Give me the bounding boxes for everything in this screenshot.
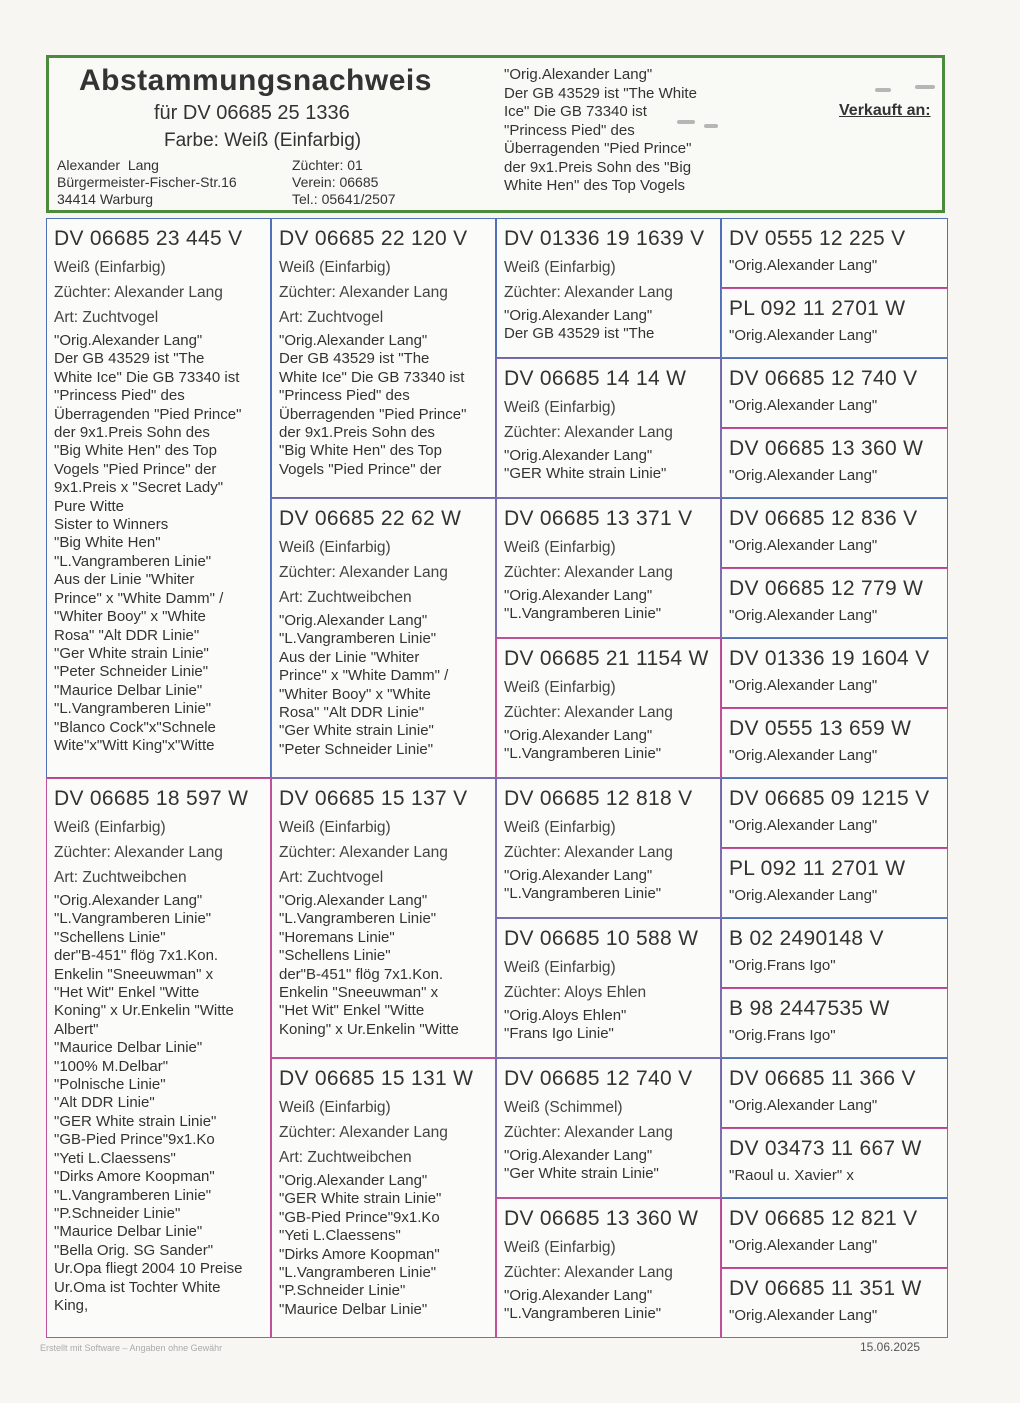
color-label: Weiß (Einfarbig)	[504, 1239, 616, 1256]
ring-number: B 02 2490148 V	[729, 927, 884, 950]
lineage-text: "Orig.Alexander Lang" "L.Vangramberen Linie" Aus der Linie "Whiter Prince" x "White Damm" / "Whiter Booy" x "White Rosa" "Alt DDR Linie" "Ger White strain Linie" "Peter Schneider Linie"	[279, 612, 449, 758]
origin-label: "Orig.Alexander Lang"	[729, 467, 878, 484]
color-label: Weiß (Einfarbig)	[504, 259, 616, 276]
ink-smudge	[704, 124, 718, 128]
footer-date: 15.06.2025	[860, 1340, 921, 1354]
origin-label: "Raoul u. Xavier" x	[729, 1167, 854, 1184]
breeder-label: Züchter: Aloys Ehlen	[504, 984, 647, 1001]
type-label: Art: Zuchtweibchen	[54, 869, 187, 886]
breeder-label: Züchter: Alexander Lang	[504, 1124, 673, 1141]
ring-number: DV 06685 12 818 V	[504, 787, 693, 810]
ring-number: DV 06685 12 836 V	[729, 507, 918, 530]
ring-number: DV 06685 22 62 W	[279, 507, 462, 530]
ggg-parent-4	[721, 428, 948, 498]
ring-number: DV 06685 09 1215 V	[729, 787, 930, 810]
type-label: Art: Zuchtweibchen	[279, 1149, 412, 1166]
type-label: Art: Zuchtvogel	[279, 309, 384, 326]
parent-father	[46, 218, 271, 778]
owner-street: Bürgermeister-Fischer-Str.16	[57, 174, 237, 190]
breeder-label: Züchter: Alexander Lang	[504, 1264, 673, 1281]
grandparent-mf	[271, 778, 496, 1058]
origin-label: "Orig.Alexander Lang"	[729, 327, 878, 344]
ggg-parent-3	[721, 358, 948, 428]
ring-number: DV 06685 11 366 V	[729, 1067, 916, 1090]
origin-label: "Orig.Alexander Lang"	[729, 1237, 878, 1254]
ring-number: DV 0555 13 659 W	[729, 717, 912, 740]
color-label: Weiß (Einfarbig)	[54, 259, 166, 276]
owner-name: Alexander Lang	[57, 157, 159, 173]
type-label: Art: Zuchtvogel	[54, 309, 159, 326]
ring-number: DV 01336 19 1604 V	[729, 647, 930, 670]
lineage-text: "Orig.Alexander Lang" "L.Vangramberen Linie" "Schellens Linie" der"B-451" flög 7x1.Kon. Enkelin "Sneeuwman" x "Het Wit" Enkel "Witte Koning" x Ur.Enkelin "Witte Albert" "Maurice Delbar Linie" "100% M.Delbar" "Polnische Linie" "Alt DDR Linie" "GER White strain Linie" "GB-Pied Prince"9x1.Ko "Yeti L.Claessens" "Dirks Amore Koopman" "L.Vangramberen Linie" "P.Schneider Linie" "Maurice Delbar Linie" "Bella Orig. SG Sander" Ur.Opa fliegt 2004 10 Preise Ur.Oma ist Tochter White King,	[54, 892, 243, 1314]
lineage-text: "Orig.Alexander Lang" "GER White strain Linie" "GB-Pied Prince"9x1.Ko "Yeti L.Claessens" "Dirks Amore Koopman" "L.Vangramberen Linie" "P.Schneider Linie" "Maurice Delbar Linie"	[279, 1172, 442, 1318]
ring-number: DV 06685 22 120 V	[279, 227, 468, 250]
color-label: Weiß (Einfarbig)	[504, 819, 616, 836]
ring-number: DV 06685 18 597 W	[54, 787, 249, 810]
breeder-label: Züchter: Alexander Lang	[504, 424, 673, 441]
club-number: Verein: 06685	[292, 174, 379, 190]
breeder-label: Züchter: Alexander Lang	[504, 284, 673, 301]
ring-number: DV 06685 15 131 W	[279, 1067, 474, 1090]
ring-number: DV 06685 12 821 V	[729, 1207, 918, 1230]
breeder-label: Züchter: Alexander Lang	[279, 284, 448, 301]
breeder-label: Züchter: Alexander Lang	[504, 704, 673, 721]
ggg-parent-13	[721, 1058, 948, 1128]
lineage-text: "Orig.Alexander Lang" "L.Vangramberen Linie"	[504, 727, 662, 763]
ring-number: DV 06685 12 779 W	[729, 577, 924, 600]
ink-smudge	[875, 88, 891, 92]
ggg-parent-10	[721, 848, 948, 918]
origin-label: "Orig.Frans Igo"	[729, 957, 836, 974]
ggg-parent-6	[721, 568, 948, 638]
breeder-label: Züchter: Alexander Lang	[279, 844, 448, 861]
ggg-parent-11	[721, 918, 948, 988]
breeder-label: Züchter: Alexander Lang	[54, 284, 223, 301]
lineage-text: "Orig.Alexander Lang" Der GB 43529 ist "The	[504, 307, 655, 343]
ggg-parent-2	[721, 288, 948, 358]
color-label: Weiß (Einfarbig)	[504, 539, 616, 556]
ggg-parent-14	[721, 1128, 948, 1198]
lineage-text: "Orig.Alexander Lang" "GER White strain Linie"	[504, 447, 667, 483]
ggg-parent-5	[721, 498, 948, 568]
color-label: Weiß (Schimmel)	[504, 1099, 623, 1116]
great-grandparent-8	[496, 1198, 721, 1338]
ring-number: DV 06685 21 1154 W	[504, 647, 709, 670]
great-grandparent-6	[496, 918, 721, 1058]
breeder-label: Züchter: Alexander Lang	[504, 844, 673, 861]
document-title: Abstammungsnachweis	[79, 64, 432, 97]
origin-label: "Orig.Alexander Lang"	[729, 397, 878, 414]
footer-fine-print: Erstellt mit Software – Angaben ohne Gewähr	[40, 1343, 223, 1353]
breeder-label: Züchter: Alexander Lang	[279, 564, 448, 581]
color-label: Weiß (Einfarbig)	[279, 539, 391, 556]
ring-number: DV 06685 14 14 W	[504, 367, 687, 390]
phone-number: Tel.: 05641/2507	[292, 191, 396, 207]
lineage-text: "Orig.Aloys Ehlen" "Frans Igo Linie"	[504, 1007, 627, 1043]
color-label: Weiß (Einfarbig)	[504, 399, 616, 416]
great-grandparent-2	[496, 358, 721, 498]
color-label: Weiß (Einfarbig)	[54, 819, 166, 836]
bird-description: "Orig.Alexander Lang" Der GB 43529 ist "The White Ice" Die GB 73340 ist "Princess Pied" des Überragenden "Pied Prince" der 9x1.Preis Sohn des "Big White Hen" des Top Vogels	[504, 66, 697, 194]
color-label: Weiß (Einfarbig)	[279, 1099, 391, 1116]
ring-number: DV 06685 23 445 V	[54, 227, 243, 250]
ggg-parent-9	[721, 778, 948, 848]
ggg-parent-7	[721, 638, 948, 708]
ggg-parent-12	[721, 988, 948, 1058]
origin-label: "Orig.Alexander Lang"	[729, 257, 878, 274]
ring-number: PL 092 11 2701 W	[729, 297, 906, 320]
great-grandparent-7	[496, 1058, 721, 1198]
breeder-label: Züchter: Alexander Lang	[54, 844, 223, 861]
grandparent-fm	[271, 498, 496, 778]
type-label: Art: Zuchtweibchen	[279, 589, 412, 606]
ring-number: DV 06685 15 137 V	[279, 787, 468, 810]
ggg-parent-16	[721, 1268, 948, 1338]
origin-label: "Orig.Alexander Lang"	[729, 817, 878, 834]
origin-label: "Orig.Alexander Lang"	[729, 677, 878, 694]
ggg-parent-8	[721, 708, 948, 778]
owner-city: 34414 Warburg	[57, 191, 153, 207]
ring-number: DV 0555 12 225 V	[729, 227, 906, 250]
great-grandparent-3	[496, 498, 721, 638]
sold-to-label: Verkauft an:	[839, 102, 931, 119]
grandparent-mm	[271, 1058, 496, 1338]
ring-number: DV 06685 13 360 W	[504, 1207, 699, 1230]
origin-label: "Orig.Alexander Lang"	[729, 747, 878, 764]
breeder-number: Züchter: 01	[292, 157, 363, 173]
origin-label: "Orig.Alexander Lang"	[729, 537, 878, 554]
great-grandparent-5	[496, 778, 721, 918]
ring-number: DV 01336 19 1639 V	[504, 227, 705, 250]
lineage-text: "Orig.Alexander Lang" "L.Vangramberen Linie"	[504, 1287, 662, 1323]
color-label: Weiß (Einfarbig)	[504, 679, 616, 696]
type-label: Art: Zuchtvogel	[279, 869, 384, 886]
origin-label: "Orig.Alexander Lang"	[729, 1307, 878, 1324]
grandparent-ff	[271, 218, 496, 498]
color-label: Weiß (Einfarbig)	[504, 959, 616, 976]
lineage-text: "Orig.Alexander Lang" "L.Vangramberen Linie" "Horemans Linie" "Schellens Linie" der"B-451" flög 7x1.Kon. Enkelin "Sneeuwman" x "Het Wit" Enkel "Witte Koning" x Ur.Enkelin "Witte	[279, 892, 459, 1038]
ring-number: für DV 06685 25 1336	[154, 102, 350, 124]
ring-number: DV 06685 13 371 V	[504, 507, 693, 530]
ring-number: DV 06685 10 588 W	[504, 927, 699, 950]
ggg-parent-15	[721, 1198, 948, 1268]
parent-mother	[46, 778, 271, 1338]
color-label: Weiß (Einfarbig)	[279, 819, 391, 836]
color-label: Weiß (Einfarbig)	[279, 259, 391, 276]
ring-number: DV 06685 12 740 V	[729, 367, 918, 390]
ring-number: DV 06685 13 360 W	[729, 437, 924, 460]
lineage-text: "Orig.Alexander Lang" Der GB 43529 ist "The White Ice" Die GB 73340 ist "Princess Pied" des Überragenden "Pied Prince" der 9x1.Preis Sohn des "Big White Hen" des Top Vogels "Pied Prince" der	[279, 332, 467, 478]
great-grandparent-4	[496, 638, 721, 778]
ggg-parent-1	[721, 218, 948, 288]
lineage-text: "Orig.Alexander Lang" "L.Vangramberen Linie"	[504, 867, 662, 903]
lineage-text: "Orig.Alexander Lang" Der GB 43529 ist "The White Ice" Die GB 73340 ist "Princess Pied" des Überragenden "Pied Prince" der 9x1.Preis Sohn des "Big White Hen" des Top Vogels "Pied Prince" der 9x1.Preis x "Secret Lady" Pure Witte Sister to Winners "Big White Hen" "L.Vangramberen Linie" Aus der Linie "Whiter Prince" x "White Damm" / "Whiter Booy" x "White Rosa" "Alt DDR Linie" "Ger White strain Linie" "Peter Schneider Linie" "Maurice Delbar Linie" "L.Vangramberen Linie" "Blanco Cock"x"Schnele Wite"x"Witt King"x"Witte	[54, 332, 242, 754]
ink-smudge	[915, 85, 935, 89]
origin-label: "Orig.Alexander Lang"	[729, 607, 878, 624]
origin-label: "Orig.Alexander Lang"	[729, 887, 878, 904]
lineage-text: "Orig.Alexander Lang" "L.Vangramberen Linie"	[504, 587, 662, 623]
lineage-text: "Orig.Alexander Lang" "Ger White strain Linie"	[504, 1147, 659, 1183]
ring-number: B 98 2447535 W	[729, 997, 890, 1020]
origin-label: "Orig.Alexander Lang"	[729, 1097, 878, 1114]
origin-label: "Orig.Frans Igo"	[729, 1027, 836, 1044]
bird-color: Farbe: Weiß (Einfarbig)	[164, 130, 362, 151]
ring-number: DV 06685 11 351 W	[729, 1277, 922, 1300]
pedigree-header	[46, 55, 945, 213]
ring-number: DV 06685 12 740 V	[504, 1067, 693, 1090]
ring-number: DV 03473 11 667 W	[729, 1137, 922, 1160]
great-grandparent-1	[496, 218, 721, 358]
breeder-label: Züchter: Alexander Lang	[504, 564, 673, 581]
breeder-label: Züchter: Alexander Lang	[279, 1124, 448, 1141]
ring-number: PL 092 11 2701 W	[729, 857, 906, 880]
ink-smudge	[677, 120, 695, 124]
